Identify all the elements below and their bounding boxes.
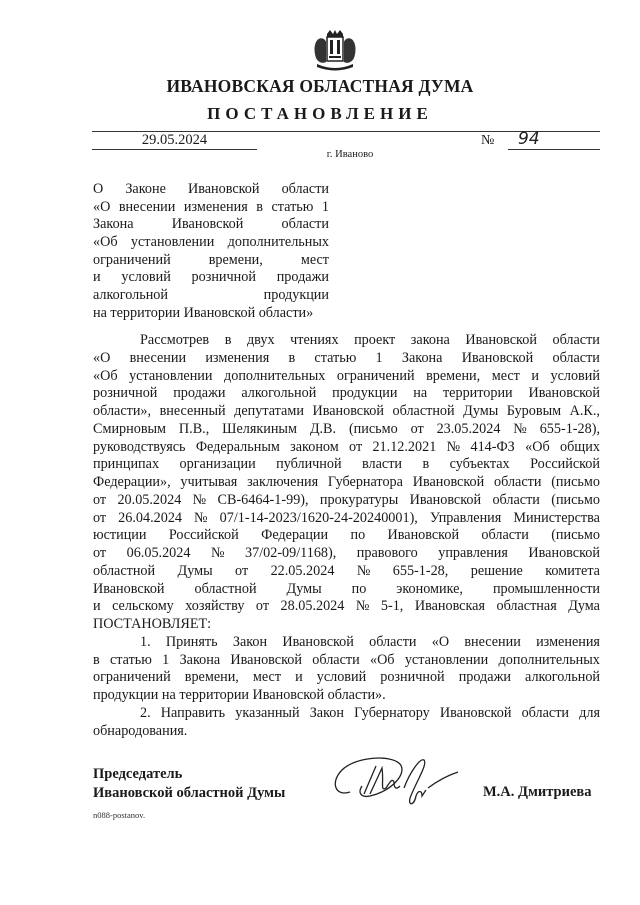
preamble-line: руководствуясь Федеральным законом от 21.12.2021 № 414-ФЗ «Об общих xyxy=(93,438,600,455)
subject-line xyxy=(93,287,329,305)
preamble-line: области», внесенный депутатами Ивановской областной Думы Буровым А.К., xyxy=(93,403,600,419)
city: г. Иваново xyxy=(326,149,374,160)
document-body xyxy=(93,332,600,740)
subject-word: мест xyxy=(300,251,329,268)
subject-word: Ивановской xyxy=(171,216,244,233)
preamble-line: и сельскому хозяйству от 28.05.2024 № 5-1, Ивановская областная Дума xyxy=(93,598,600,615)
signatory-title-line1: Председатель xyxy=(93,766,183,782)
subject-word: установлении xyxy=(130,234,215,251)
item2-line: 2. Направить указанный Закон Губернатору Ивановской области для xyxy=(140,704,600,721)
subject-word: ограничений xyxy=(93,251,171,268)
document-date: 29.05.2024 xyxy=(92,132,257,150)
file-code: n088-postanov. xyxy=(93,810,146,820)
number-label: № xyxy=(481,133,495,148)
subject-word: продажи xyxy=(276,269,329,286)
subject-line xyxy=(93,216,329,234)
subject-word: алкогольной xyxy=(93,287,168,304)
preamble-line: розничной продажи алкогольной продукции на территории Ивановской xyxy=(93,385,600,402)
subject-word: условий xyxy=(121,269,171,286)
subject-word: времени, xyxy=(208,251,263,268)
preamble-line: Смирновым П.В., Шелякиным Д.В. (письмо от 23.05.2024 № 655-1-28), xyxy=(93,420,600,437)
subject-word: продукции xyxy=(263,287,329,304)
subject-word: внесении xyxy=(118,198,176,215)
subject-word: области xyxy=(281,216,329,233)
preamble-line: «О внесении изменения в статью 1 Закона Ивановской области xyxy=(93,349,600,366)
subject-word: Законе xyxy=(125,181,166,197)
signer-name: М.А. Дмитриева xyxy=(483,784,592,800)
subject-word: в xyxy=(256,198,263,215)
subject-word: Закона xyxy=(93,216,134,233)
subject-word: на территории Ивановской области» xyxy=(93,304,314,321)
signatory-title xyxy=(93,765,285,803)
document-type: ПОСТАНОВЛЕНИЕ xyxy=(207,104,433,123)
subject-line xyxy=(93,181,329,199)
item2-line: обнародования. xyxy=(93,722,188,739)
preamble-line: «Об установлении дополнительных ограничений времени, мест и условий xyxy=(93,367,600,384)
subject-line xyxy=(93,199,329,217)
subject-word: дополнительных xyxy=(227,234,329,251)
preamble-line: от 26.04.2024 № 07/1-14-2023/1620-24-20240001), Управления Министерства xyxy=(93,509,600,526)
preamble-line: Ивановской областной Думы по экономике, промышленности xyxy=(93,580,600,597)
item1-line: в статью 1 Закона Ивановской области «Об установлении дополнительных xyxy=(93,651,600,668)
subject-word: и xyxy=(93,269,101,286)
signatory-title-line2: Ивановской областной Думы xyxy=(93,785,286,801)
coat-of-arms-icon xyxy=(313,28,357,72)
organization-title: ИВАНОВСКАЯ ОБЛАСТНАЯ ДУМА xyxy=(166,76,474,96)
subject-line xyxy=(93,234,329,252)
subject-word: области xyxy=(281,181,329,197)
item1-line: продукции на территории Ивановской области». xyxy=(93,687,386,703)
preamble-line: ПОСТАНОВЛЯЕТ: xyxy=(93,616,212,632)
subject-line xyxy=(93,252,329,270)
preamble-line: принципах организации публичной власти в субъектах Российской xyxy=(93,456,600,473)
item1-line: ограничений времени, мест и условий розничной продажи алкогольной xyxy=(93,669,600,686)
preamble-line: от 06.05.2024 № 37/02-09/1168), правового управления Ивановской xyxy=(93,545,600,561)
handwritten-signature xyxy=(330,752,470,812)
preamble-line: от 20.05.2024 № СВ-6464-1-99), прокуратуры Ивановской области (письмо xyxy=(93,491,600,508)
subject-word: «Об xyxy=(93,234,118,251)
item1-line: 1. Принять Закон Ивановской области «О внесении изменения xyxy=(140,633,600,650)
subject-word: изменения xyxy=(183,198,248,215)
subject-line xyxy=(93,305,329,323)
document-subject xyxy=(93,181,329,323)
preamble-line: Федерации», учитывая заключения Губернатора Ивановской области (письмо xyxy=(93,474,600,490)
preamble-line: Рассмотрев в двух чтениях проект закона Ивановской области xyxy=(140,332,600,348)
subject-word: «О xyxy=(93,198,111,215)
preamble-line: областной Думы от 22.05.2024 № 655-1-28, решение комитета xyxy=(93,562,600,579)
document-number: 94 xyxy=(508,130,600,150)
subject-word: 1 xyxy=(321,198,329,215)
subject-word: Ивановской xyxy=(187,181,260,197)
preamble-line: юстиции Российской Федерации по Ивановской области (письмо xyxy=(93,527,600,544)
subject-line xyxy=(93,269,329,287)
subject-word: О xyxy=(93,181,104,197)
subject-word: розничной xyxy=(191,269,256,286)
subject-word: статью xyxy=(271,198,314,215)
